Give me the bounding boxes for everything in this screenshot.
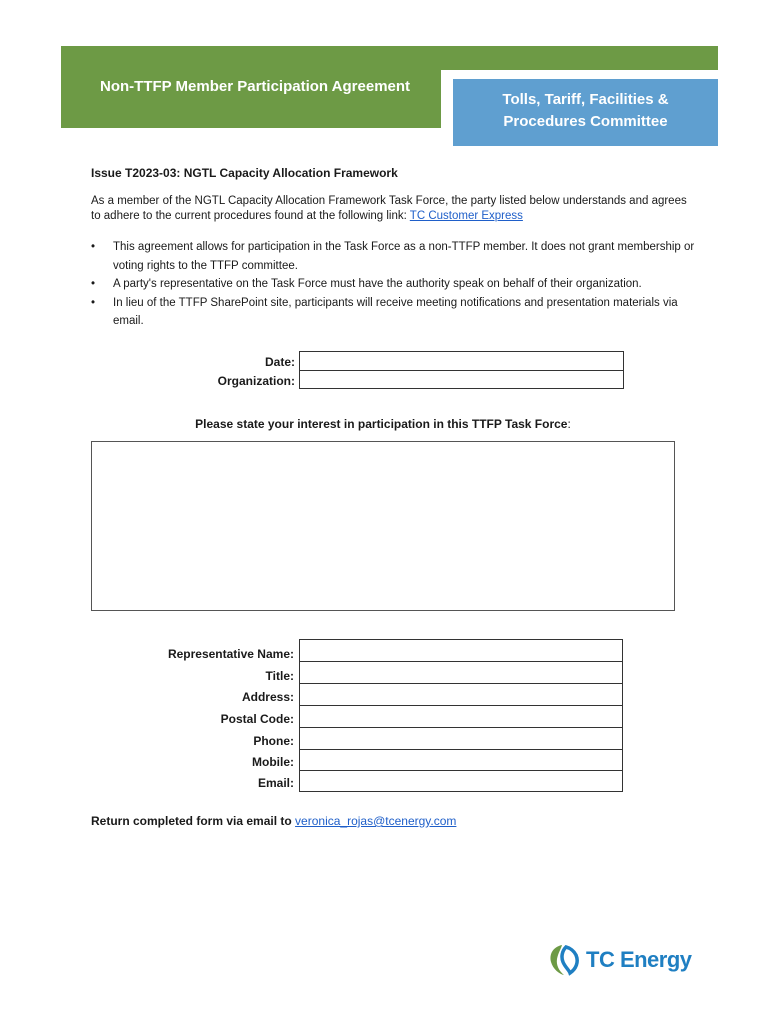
address-field[interactable] (299, 683, 623, 706)
mobile-label: Mobile: (252, 755, 294, 769)
issue-heading: Issue T2023-03: NGTL Capacity Allocation Framework (91, 166, 398, 180)
interest-prompt (91, 417, 675, 431)
email-field[interactable] (299, 770, 623, 792)
email-label: Email: (257, 776, 294, 790)
postal-code-label: Postal Code: (220, 712, 294, 726)
interest-textarea[interactable] (91, 441, 675, 611)
phone-field[interactable] (299, 727, 623, 750)
address-label: Address: (241, 690, 294, 704)
date-field[interactable] (299, 351, 624, 371)
intro-text: As a member of the NGTL Capacity Allocation Framework Task Force, the party listed below understands and agrees to adhere to the current procedures found at the following link: (91, 195, 687, 222)
list-item: • This agreement allows for participation in the Task Force as a non-TTFP member. It does not grant membership or voting rights to the TTFP committee. (91, 238, 711, 275)
mobile-field[interactable] (299, 749, 623, 771)
list-item: • A party's representative on the Task Force must have the authority speak on behalf of their organization. (91, 275, 711, 294)
list-item: • In lieu of the TTFP SharePoint site, participants will receive meeting notifications and presentation materials via email. (91, 294, 711, 331)
return-text: Return completed form via email to (91, 814, 296, 828)
committee-line-1: Tolls, Tariff, Facilities & (502, 91, 669, 108)
tc-energy-logo (548, 943, 692, 977)
title-field[interactable] (299, 661, 623, 684)
interest-prompt-text: Please state your interest in participation in this TTFP Task Force (195, 417, 568, 431)
title-label: Title: (265, 669, 294, 683)
contact-email-link[interactable]: veronica_rojas@tcenergy.com (295, 814, 457, 828)
postal-code-field[interactable] (299, 705, 623, 728)
return-instructions (91, 814, 456, 828)
terms-list (91, 238, 711, 331)
organization-label: Organization: (217, 374, 295, 388)
interest-prompt-colon: : (567, 417, 571, 431)
date-label: Date: (264, 355, 295, 369)
organization-field[interactable] (299, 370, 624, 389)
committee-box (453, 79, 718, 146)
logo-wordmark: TC Energy (586, 947, 692, 972)
committee-line-2: Procedures Committee (503, 113, 668, 130)
tc-energy-logo-icon (548, 943, 580, 977)
intro-paragraph (91, 194, 691, 224)
representative-name-label: Representative Name: (167, 647, 294, 661)
customer-express-link[interactable]: TC Customer Express (409, 210, 523, 222)
representative-name-field[interactable] (299, 639, 623, 662)
document-title: Non-TTFP Member Participation Agreement (100, 78, 411, 95)
phone-label: Phone: (253, 734, 294, 748)
